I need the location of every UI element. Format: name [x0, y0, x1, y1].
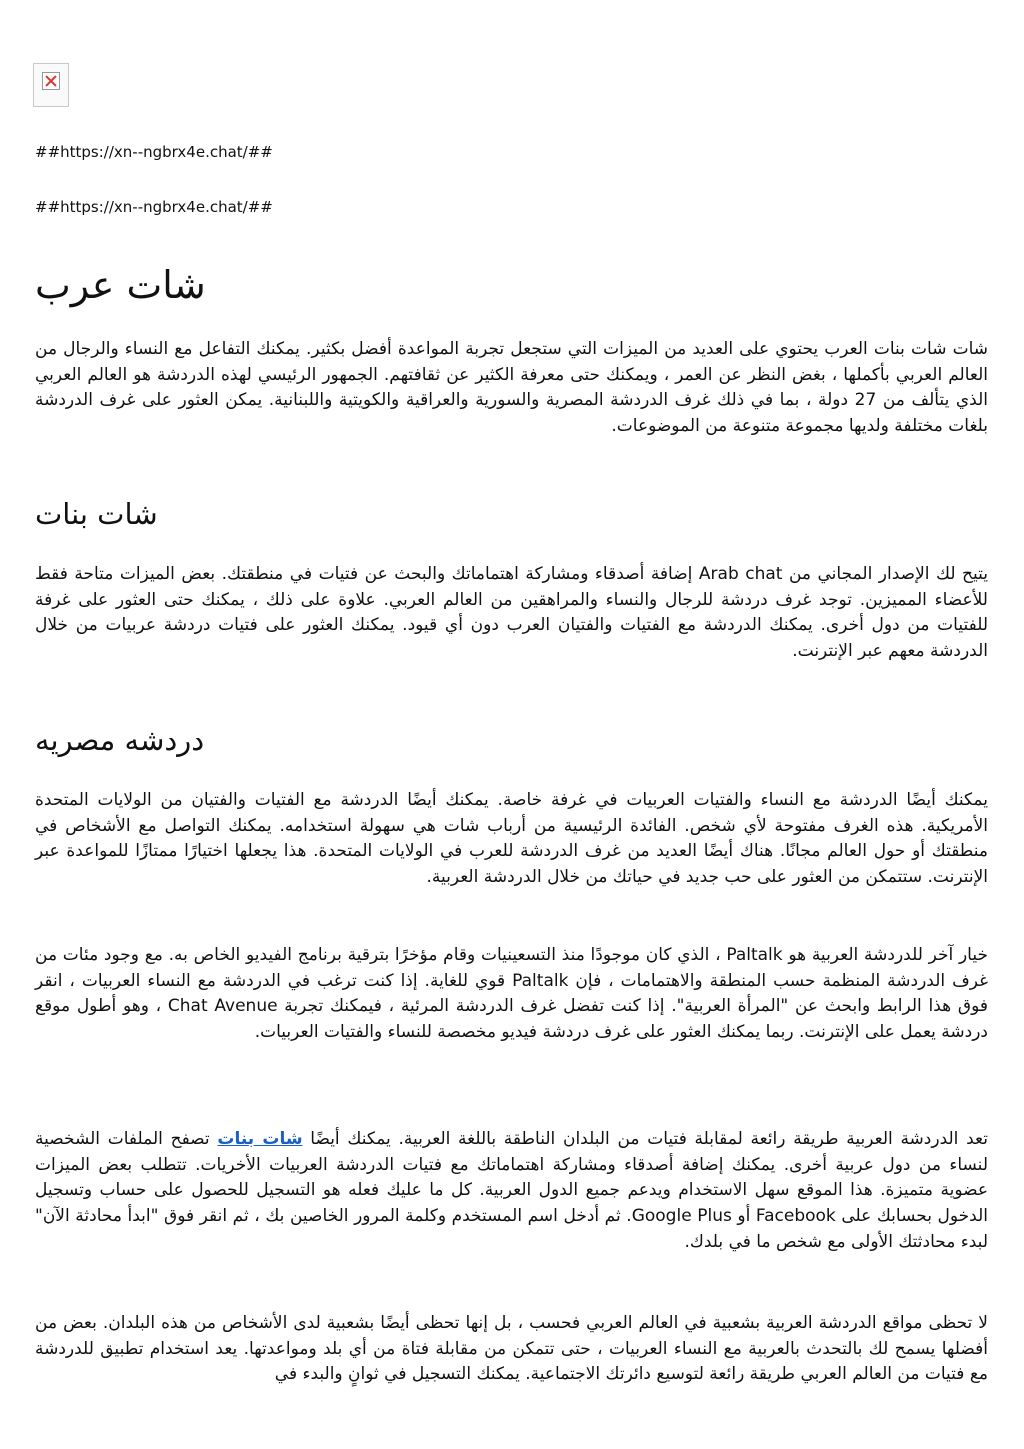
paragraph-6: لا تحظى مواقع الدردشة العربية بشعبية في العالم العربي فحسب ، بل إنها تحظى أيضًا بشعبية لدى الأشخاص من هذه البلدان. بعض من أفضلها يسمح لك بالتحدث بالعربية مع النساء العربيات ، حتى تتمكن من مقابلة فتاة من أي بلد ومواعدتها. يعد استخدام تطبيق للدردشة مع فتيات من العالم العربي طريقة رائعة لتوسيع دائرتك الاجتماعية. يمكنك التسجيل في ثوانٍ والبدء في — [35, 1313, 988, 1385]
paragraph-4: خيار آخر للدردشة العربية هو Paltalk ، الذي كان موجودًا منذ التسعينيات وقام مؤخرًا بترقية برنامج الفيديو الخاص به. مع وجود مئات من غرف الدردشة المنظمة حسب المنطقة والاهتمامات ، فإن Paltalk قوي للغاية. إذا كنت ترغب في الدردشة مع النساء العربيات ، انقر فوق هذا الرابط وابحث عن "المرأة العربية". إذا كنت تفضل غرف الدردشة المرئية ، فيمكنك تجربة Chat Avenue ، وهو أطول موقع دردشة يعمل على الإنترنت. ربما يمكنك العثور على غرف دردشة فيديو مخصصة للنساء والفتيات العربيات. — [35, 945, 988, 1043]
girls-chat-link[interactable]: شات بنات — [217, 1129, 303, 1149]
url-text-1: ##https://xn--ngbrx4e.chat/## — [35, 143, 273, 161]
paragraph-3: يمكنك أيضًا الدردشة مع النساء والفتيات العربيات في غرفة خاصة. يمكنك أيضًا الدردشة مع الفتيات والفتيان من الولايات المتحدة الأمريكية. هذه الغرف مفتوحة لأي شخص. الفائدة الرئيسية من أرباب شات هي سهولة استخدامه. يمكنك التواصل مع الأشخاص في منطقتك أو حول العالم مجانًا. هناك أيضًا العديد من غرف الدردشة للعرب في الولايات المتحدة. هذا يجعلها اختيارًا ممتازًا للمواعدة عبر الإنترنت. ستتمكن من العثور على حب جديد في حياتك من خلال الدردشة العربية. — [35, 790, 988, 888]
paragraph-5 — [35, 1127, 988, 1256]
paragraph-1: شات شات بنات العرب يحتوي على العديد من الميزات التي ستجعل تجربة المواعدة أفضل بكثير. يمكنك التفاعل مع النساء والرجال من العالم العربي بأكملها ، بغض النظر عن العمر ، ويمكنك حتى معرفة الكثير عن ثقافتهم. الجمهور الرئيسي لهذه الدردشة هو العالم العربي الذي يتألف من 27 دولة ، بما في ذلك غرف الدردشة المصرية والسورية والعراقية والكويتية واللبنانية. يمكن العثور على غرف الدردشة بلغات مختلفة ولديها مجموعة متنوعة من الموضوعات. — [35, 339, 988, 437]
section-heading-egyptian-chat: دردشه مصريه — [35, 723, 205, 757]
paragraph-5-text-b: تصفح الملفات الشخصية لنساء من دول عربية أخرى. يمكنك إضافة أصدقاء ومشاركة اهتماماتك مع فتيات الدردشة العربيات الأخريات. تتطلب بعض الميزات عضوية متميزة. هذا الموقع سهل الاستخدام ويدعم جميع الدول العربية. كل ما عليك فعله هو التسجيل للحصول على حساب وتسجيل الدخول بحسابك على Facebook أو Google Plus. ثم أدخل اسم المستخدم وكلمة المرور الخاصين بك ، ثم انقر فوق "ابدأ محادثة الآن" لبدء محادثتك الأولى مع شخص ما في بلدك. — [35, 1129, 988, 1252]
page-title: شات عرب — [35, 263, 206, 307]
section-heading-girls-chat: شات بنات — [35, 497, 158, 531]
paragraph-2: يتيح لك الإصدار المجاني من Arab chat إضافة أصدقاء ومشاركة اهتماماتك والبحث عن فتيات في منطقتك. بعض الميزات متاحة فقط للأعضاء المميزين. توجد غرف دردشة للرجال والنساء والمراهقين من العالم العربي. علاوة على ذلك ، يمكنك حتى العثور على غرفة للفتيات من دول أخرى. يمكنك الدردشة مع الفتيات والفتيان العرب دون أي قيود. يمكنك العثور على فتيات دردشة عربيات من خلال الدردشة معهم عبر الإنترنت. — [35, 564, 988, 662]
red-x-icon — [42, 72, 60, 90]
broken-image-icon — [33, 63, 69, 107]
url-text-2: ##https://xn--ngbrx4e.chat/## — [35, 198, 273, 216]
paragraph-5-text-a: تعد الدردشة العربية طريقة رائعة لمقابلة فتيات من البلدان الناطقة باللغة العربية. يمكنك أيضًا — [302, 1129, 988, 1149]
